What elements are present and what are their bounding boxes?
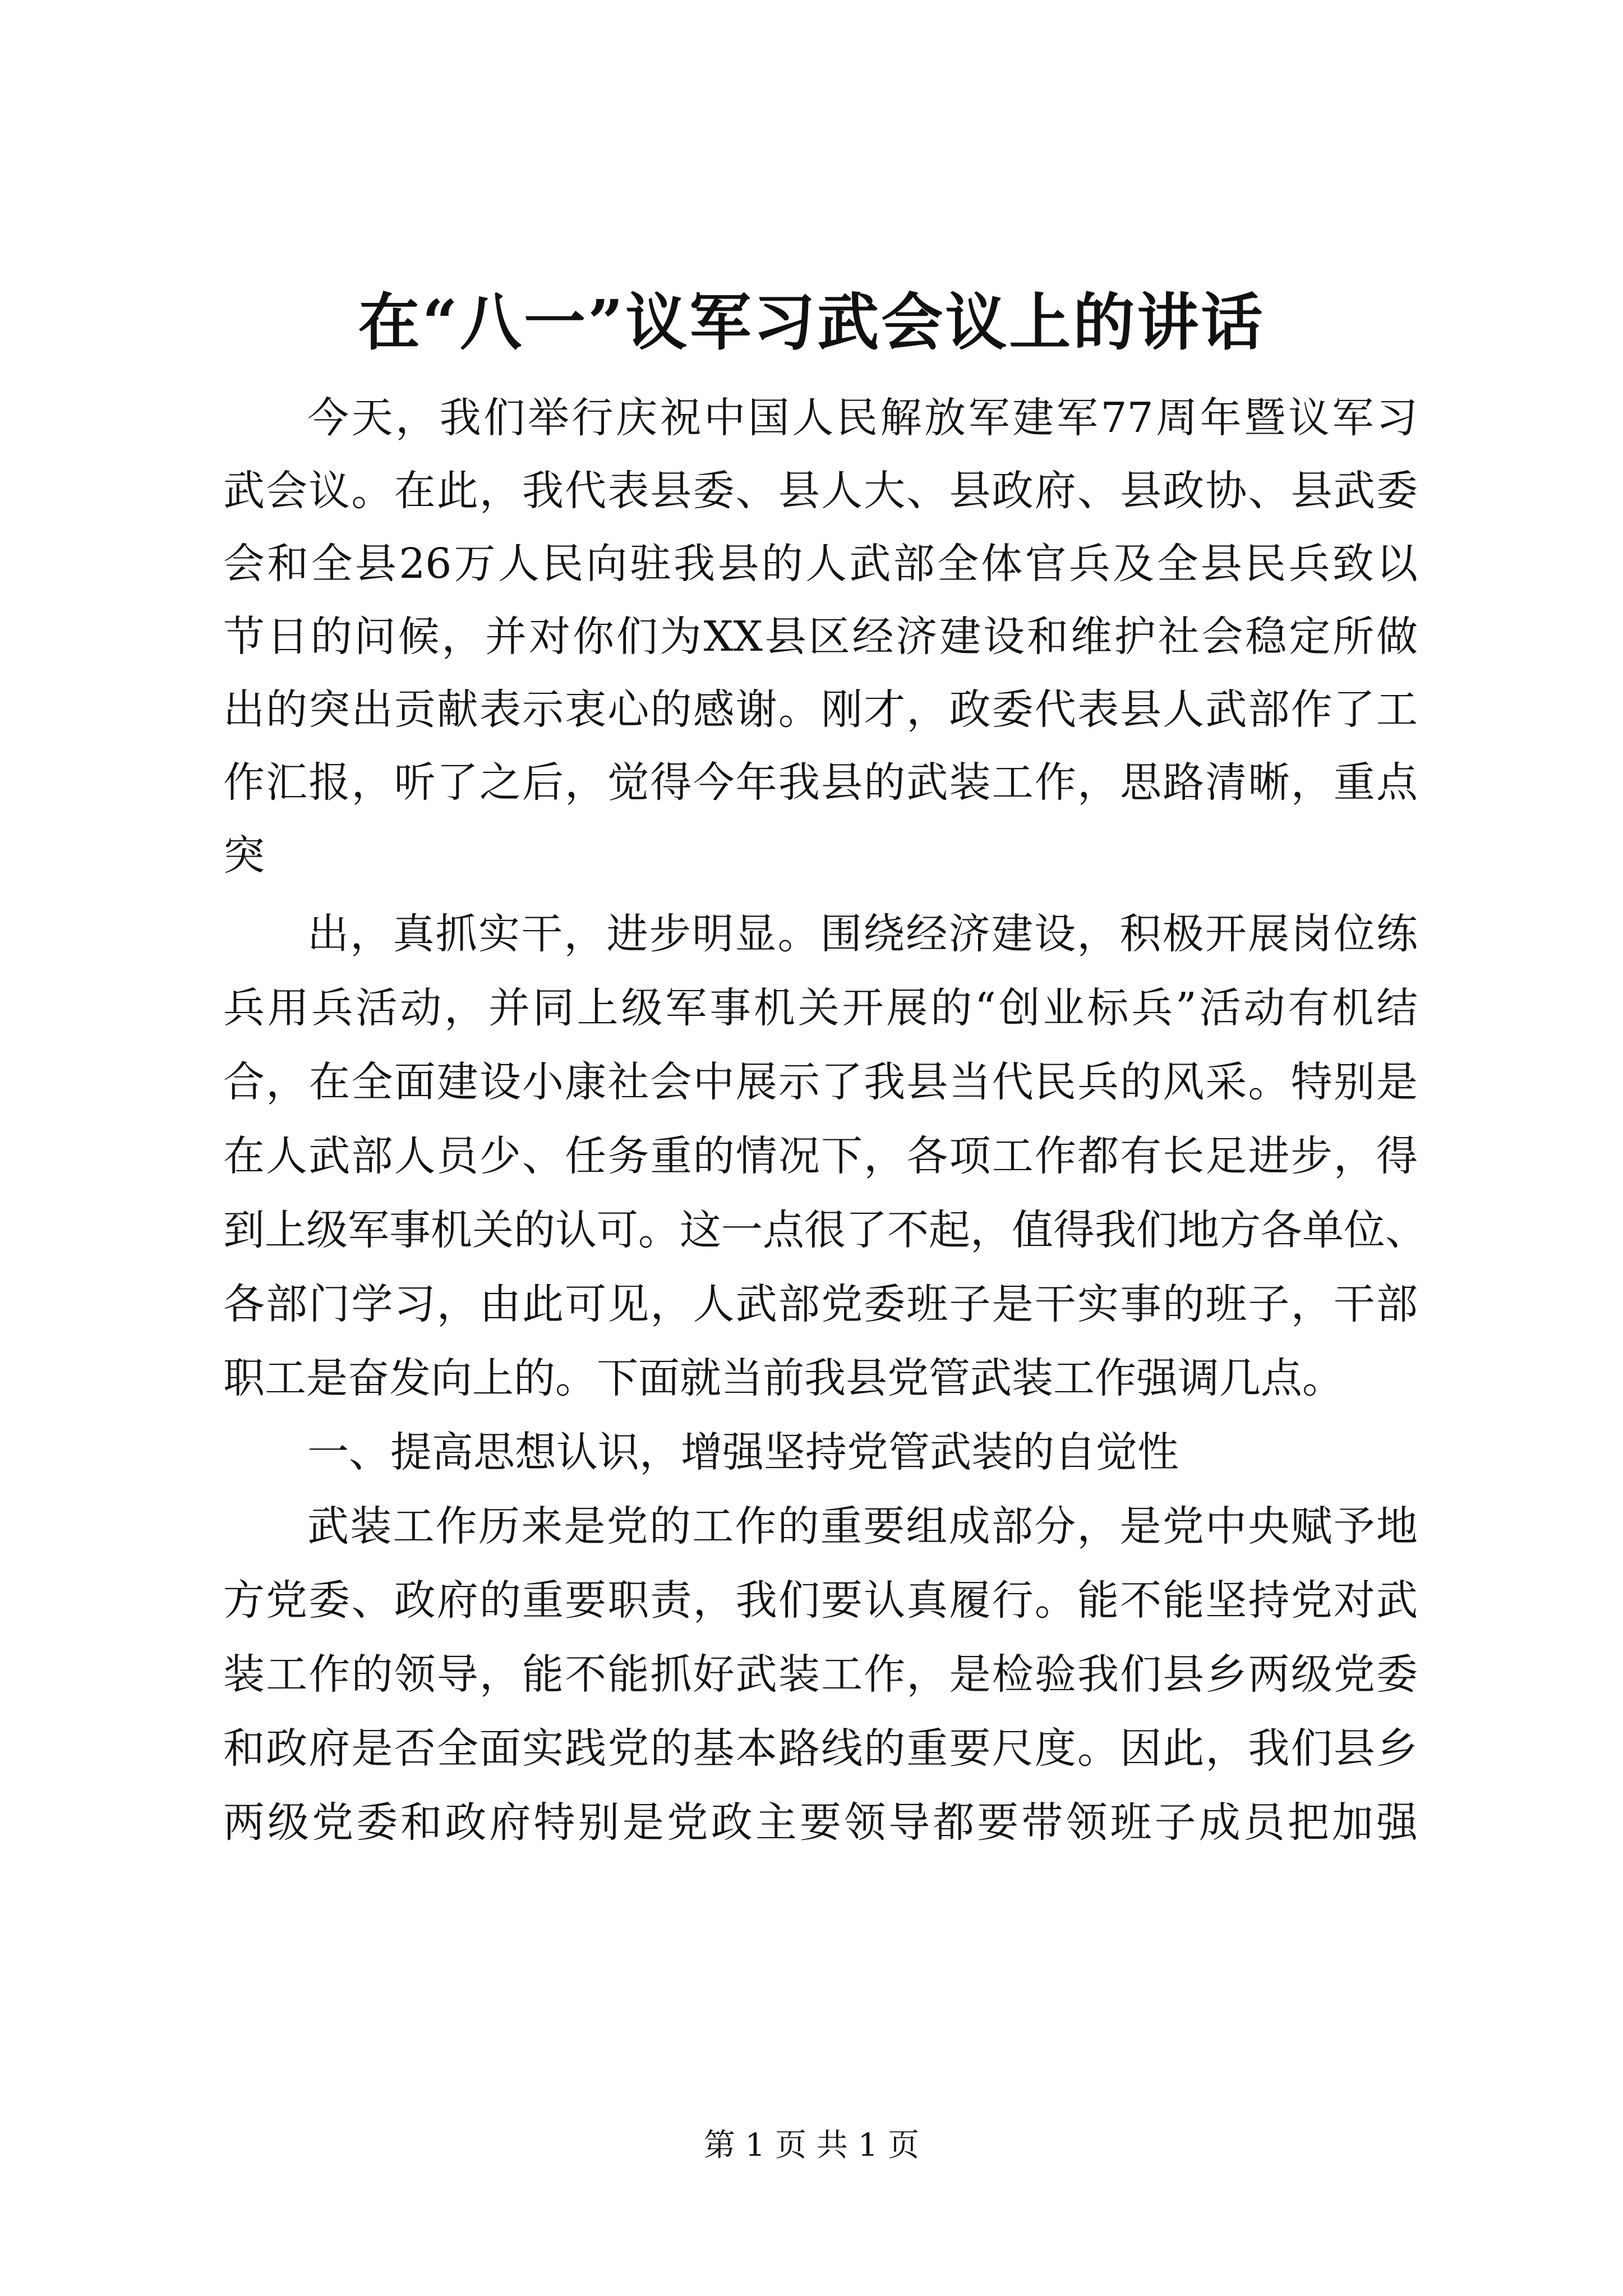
text-line-7: 突	[223, 831, 265, 880]
section-heading-1: 一、提高思想认识，增强坚持党管武装的自觉性	[307, 1428, 1179, 1476]
text-line-10: 合，在全面建设小康社会中展示了我县当代民兵的风采。特别是	[223, 1058, 1418, 1106]
text-line-9: 兵用兵活动，并同上级军事机关开展的“创业标兵”活动有机结	[223, 984, 1418, 1032]
text-line-2: 武会议。在此，我代表县委、县人大、县政府、县政协、县武委	[223, 467, 1418, 515]
document-title: 在“八一”议军习武会议上的讲话	[358, 286, 1265, 358]
text-line-6: 作汇报，听了之后，觉得今年我县的武装工作，思路清晰，重点	[223, 758, 1418, 807]
text-line-12: 到上级军事机关的认可。这一点很了不起，值得我们地方各单位、	[223, 1206, 1427, 1254]
text-line-20: 两级党委和政府特别是党政主要领导都要带领班子成员把加强	[223, 1798, 1418, 1847]
text-line-17: 方党委、政府的重要职责，我们要认真履行。能不能坚持党对武	[223, 1576, 1418, 1625]
text-line-1: 今天，我们举行庆祝中国人民解放军建军77周年暨议军习	[307, 394, 1418, 442]
text-line-13: 各部门学习，由此可见，人武部党委班子是干实事的班子，干部	[223, 1280, 1418, 1328]
text-line-5: 出的突出贡献表示衷心的感谢。刚才，政委代表县人武部作了工	[223, 685, 1418, 734]
text-line-8: 出，真抓实干，进步明显。围绕经济建设，积极开展岗位练	[307, 910, 1418, 958]
text-line-18: 装工作的领导，能不能抓好武装工作，是检验我们县乡两级党委	[223, 1650, 1418, 1699]
text-line-14: 职工是奋发向上的。下面就当前我县党管武装工作强调几点。	[223, 1354, 1344, 1402]
text-line-16: 武装工作历来是党的工作的重要组成部分，是党中央赋予地	[307, 1502, 1418, 1550]
page-footer: 第 1 页 共 1 页	[703, 2127, 920, 2164]
text-line-19: 和政府是否全面实践党的基本路线的重要尺度。因此，我们县乡	[223, 1724, 1418, 1773]
text-line-11: 在人武部人员少、任务重的情况下，各项工作都有长足进步，得	[223, 1132, 1418, 1180]
text-line-4: 节日的问候，并对你们为XX县区经济建设和维护社会稳定所做	[223, 613, 1418, 661]
text-line-3: 会和全县26万人民向驻我县的人武部全体官兵及全县民兵致以	[223, 540, 1418, 588]
